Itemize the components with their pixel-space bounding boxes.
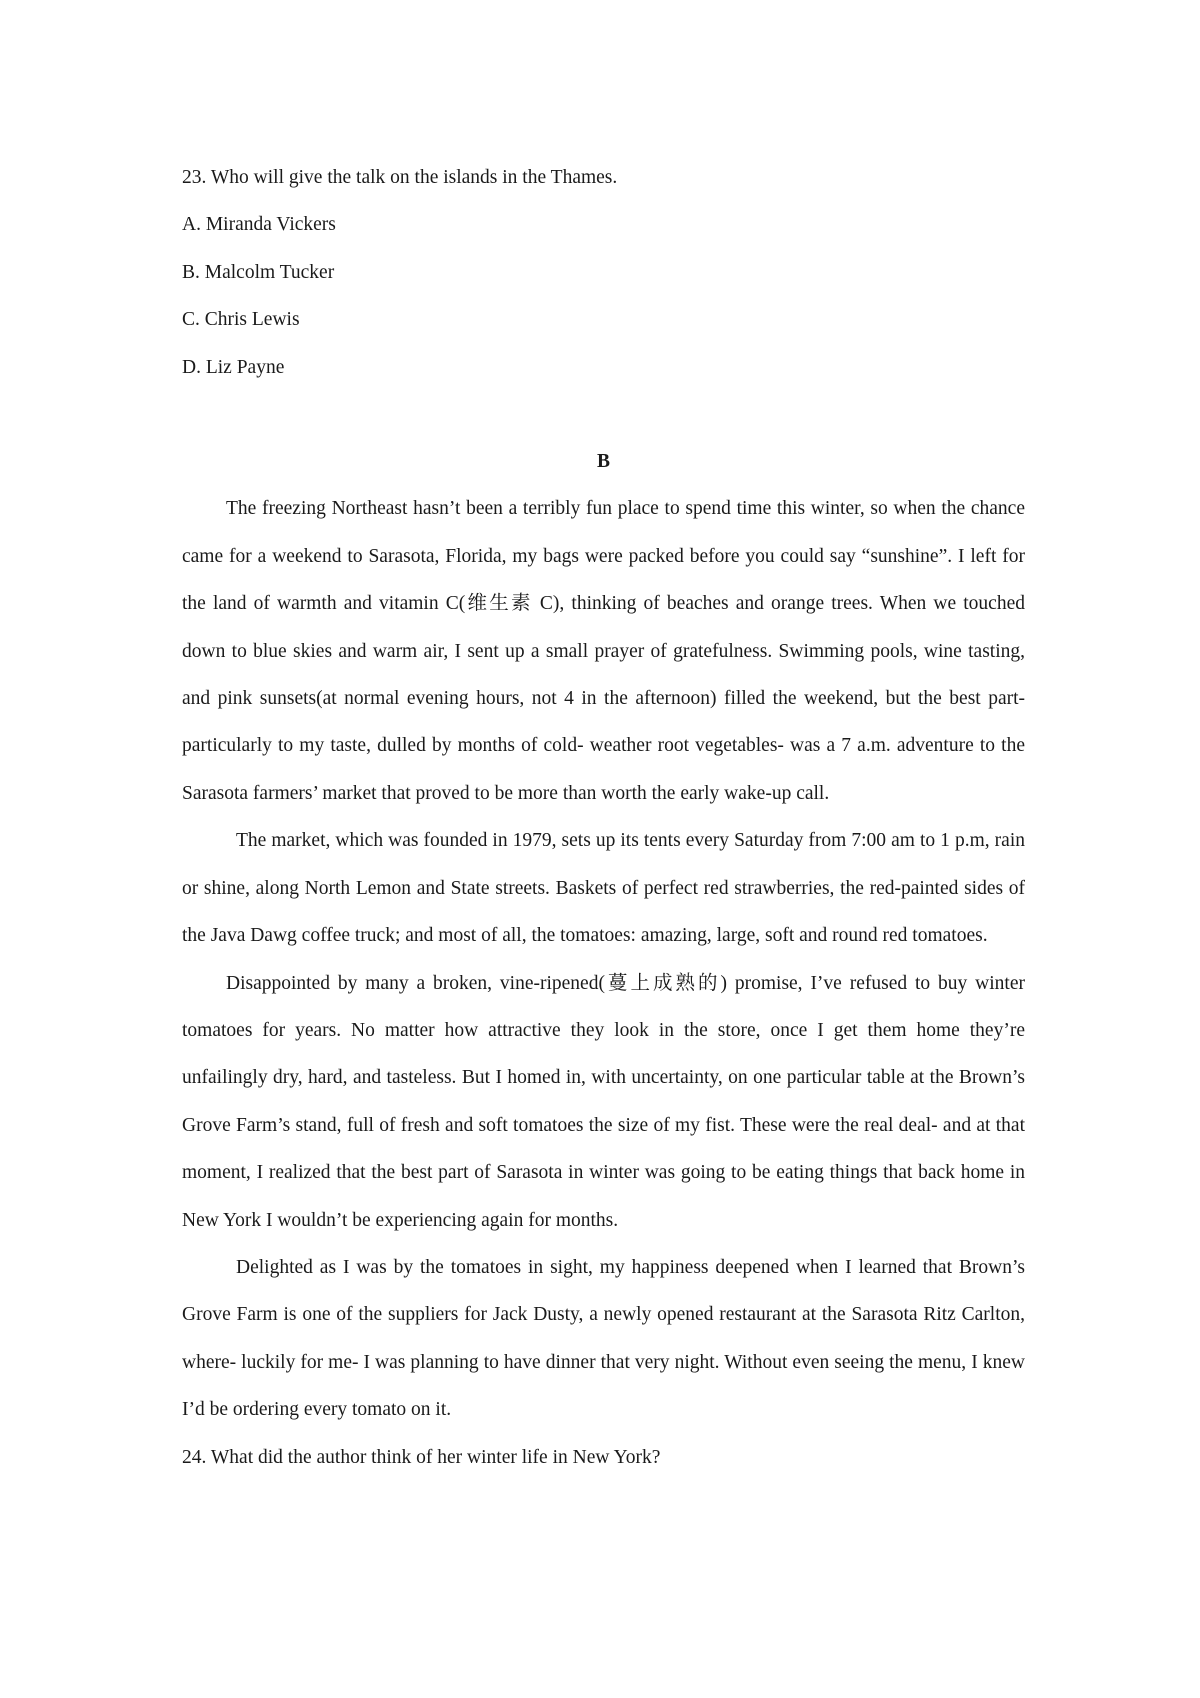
question-23-stem: 23. Who will give the talk on the islands in the Thames.	[182, 167, 618, 188]
exam-page	[182, 154, 1025, 1481]
passage-paragraph-3: Disappointed by many a broken, vine-ripened(蔓上成熟的) promise, I’ve refused to buy winter tomatoes for years. No matter how attractive they look in the store, once I get them home they’re unfailingly dry, hard, and tasteless. But I homed in, with uncertainty, on one particular table at the Brown’s Grove Farm’s stand, full of fresh and soft tomatoes the size of my fist. These were the real deal- and at that moment, I realized that the best part of Sarasota in winter was going to be eating things that back home in New York I wouldn’t be experiencing again for months.	[182, 972, 1025, 1231]
passage-paragraph-1: The freezing Northeast hasn’t been a terribly fun place to spend time this winter, so when the chance came for a weekend to Sarasota, Florida, my bags were packed before you could say “sunshine”. I left for the land of warmth and vitamin C(维生素 C), thinking of beaches and orange trees. When we touched down to blue skies and warm air, I sent up a small prayer of gratefulness. Swimming pools, wine tasting, and pink sunsets(at normal evening hours, not 4 in the afternoon) filled the weekend, but the best part- particularly to my taste, dulled by months of cold- weather root vegetables- was a 7 a.m. adventure to the Sarasota farmers’ market that proved to be more than worth the early wake-up call.	[182, 498, 1025, 804]
question-23	[182, 154, 1025, 391]
option-d: D. Liz Payne	[182, 356, 285, 378]
passage-paragraph-4: Delighted as I was by the tomatoes in sight, my happiness deepened when I learned that Brown’s Grove Farm is one of the suppliers for Jack Dusty, a newly opened restaurant at the Sarasota Ritz Carlton, where- luckily for me- I was planning to have dinner that very night. Without even seeing the menu, I knew I’d be ordering every tomato on it.	[182, 1256, 1025, 1421]
option-a: A. Miranda Vickers	[182, 214, 336, 236]
option-c: C. Chris Lewis	[182, 309, 300, 331]
option-b: B. Malcolm Tucker	[182, 261, 335, 283]
passage-paragraph-2: The market, which was founded in 1979, sets up its tents every Saturday from 7:00 am to 1 p.m, rain or shine, along North Lemon and State streets. Baskets of perfect red strawberries, the red-painted sides of the Java Dawg coffee truck; and most of all, the tomatoes: amazing, large, soft and round red tomatoes.	[182, 830, 1025, 947]
question-24-stem: 24. What did the author think of her winter life in New York?	[182, 1446, 661, 1468]
section-label: B	[596, 451, 610, 473]
